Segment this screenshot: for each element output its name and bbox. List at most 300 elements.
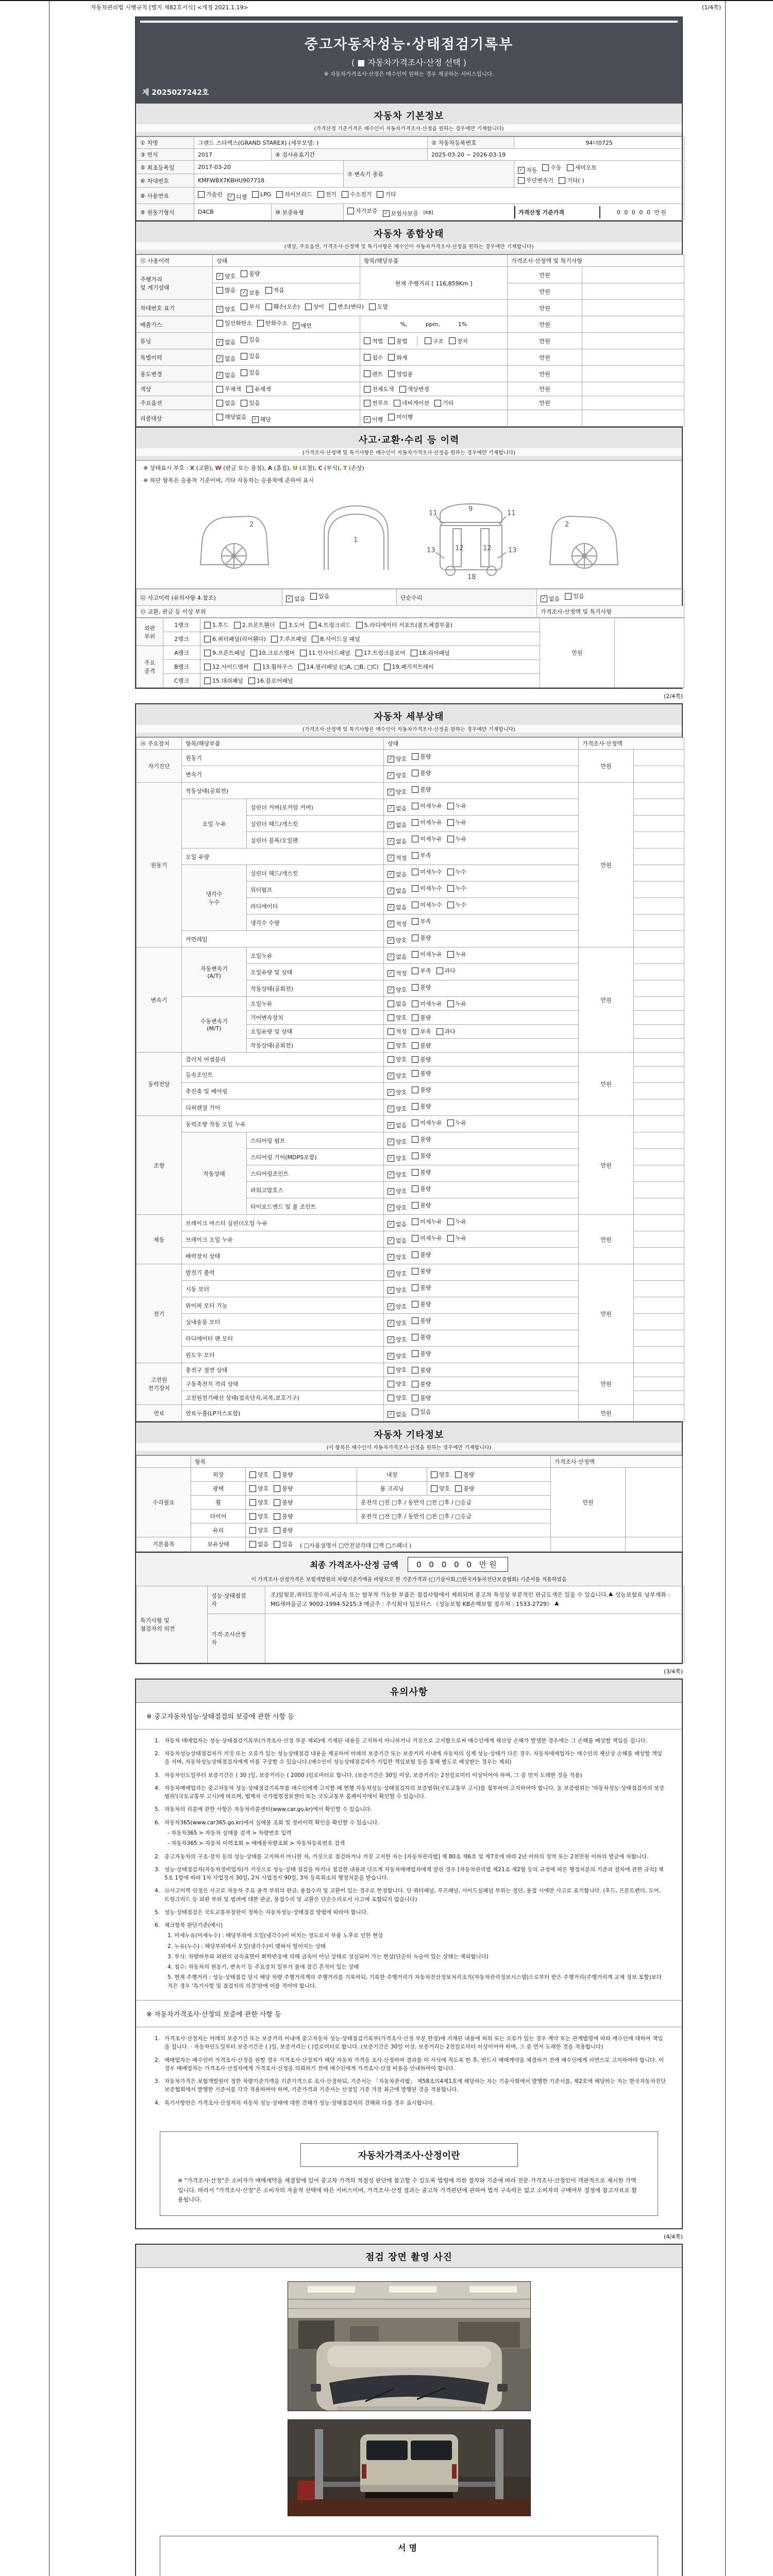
- checkbox-불량[interactable]: 불량: [412, 983, 431, 991]
- notice-item: 1. 자동차 매매업자는 성능·상태점검기록부(가격조사·산정 부분 제외)에 기재된 내용을 고지하지 아니하거나 거짓으로 고지함으로써 매수인에게 재산상 손해가 발생한 경우에는 그 손해를 배상할 책임을 집니다.: [154, 1737, 647, 1744]
- checkbox-불량[interactable]: 불량: [412, 1086, 431, 1094]
- checkbox-양호[interactable]: 양호: [388, 1041, 407, 1049]
- checkbox-미세누유[interactable]: 미세누유: [412, 950, 442, 958]
- checkbox-미세누수[interactable]: 미세누수: [412, 868, 442, 876]
- checkbox-양호[interactable]: 양호: [249, 1526, 268, 1534]
- checkbox-불량[interactable]: 불량: [241, 269, 260, 278]
- checkbox-7.루프패널[interactable]: 7.루프패널: [271, 635, 307, 643]
- checkbox-양호[interactable]: 양호: [431, 1484, 450, 1493]
- checkbox-기타[interactable]: 기타: [434, 399, 453, 407]
- svg-text:2: 2: [249, 521, 254, 529]
- checkbox-glyph: ✓: [388, 1139, 394, 1145]
- checkbox-양호[interactable]: ✓ 양호: [388, 1286, 407, 1294]
- checkbox-불량[interactable]: 불량: [412, 1013, 431, 1022]
- checkbox-glyph: [204, 650, 211, 656]
- checkbox-없음[interactable]: ✓ 없음: [286, 595, 305, 603]
- final-price-amount: 0 0 0 0 0 만원: [408, 1557, 508, 1572]
- checkbox-적정[interactable]: ✓ 적정: [388, 920, 407, 928]
- checkbox-glyph: [274, 1485, 280, 1492]
- checkbox-glyph: [305, 303, 312, 310]
- checkbox-양호[interactable]: 양호: [388, 1380, 407, 1388]
- checkbox-glyph: [399, 386, 406, 393]
- checkbox-미세누유[interactable]: 미세누유: [412, 802, 442, 810]
- basic-info-table: ① 차명 그랜드 스타렉스(GRAND STAREX) (세부모델: ) ② 자동차등록번호 94너0725 ③ 연식 2017 ④ 검사유효기간 2025-03-20 ~ 2026-03-19 ⑤ 최초등록일 2017-03-20 ⑦ 변속기 종류 ✓ 자동 수동 세미오토 무단변속기 기타( ) ⑥ 차대번호 KMFWBX7KBHU907718 ⑧ 사용연료 가솔린 ✓ 디젤 LPG 하이브리드 전기 수소전기 기타 ⑨ 원동기형식 D4CB ⑩ 보증유형 자가보증 ✓ 보험사보증 [KB] 가격산정 기준가격 0 0 0 0 0 만원: [136, 137, 684, 221]
- notice-item: 2. 매매업자는 매수인이 가격조사·산정을 원할 경우 가격조사·산정자가 해당 자동차 가격을 조사·산정하여 결과를 이 서식에 적도록 한 후, 반드시 매매계약을 체결하기 전에 매수인에게 서면으로 고지하여야 합니다. 이 경우 매매업자는 가격조사·산정자에게 가격조사·산정을 의뢰하기 전에 매수인에게 가격조사·산정 비용을 안내하여야 합니다.: [154, 2057, 664, 2072]
- checkbox-불량[interactable]: 불량: [412, 1041, 431, 1049]
- checkbox-탄화수소[interactable]: 탄화수소: [257, 319, 288, 327]
- checkbox-양호[interactable]: 양호: [388, 1013, 407, 1022]
- checkbox-glyph: [249, 1471, 256, 1478]
- checkbox-있음[interactable]: 있음: [241, 399, 260, 407]
- checkbox-glyph: [248, 677, 255, 684]
- checkbox-미세누수[interactable]: 미세누수: [412, 884, 442, 892]
- title-banner: [136, 18, 682, 85]
- checkbox-17.트렁크플로어[interactable]: 17.트렁크플로어: [356, 649, 406, 657]
- other-info-table: 항목 가격조사·산정액 수리필요 외장 양호 불량 내장 양호 불량 만원 광택 양호 불량 룸 크리닝 양호 불량 휠 양호 불량 운전석 □전 □후 / 동반석 □전 □후 / □응급 타이어 양호 불량 운전석 □전 □후 / 동반석 □전 □후 / □응급 유리 양호 불량 기본품목 보유상태 없음 있음 ( □사용설명서 □안전삼각대 □잭 □스패너 ): [136, 1455, 682, 1552]
- checkbox-glyph: [280, 622, 287, 629]
- checkbox-적정[interactable]: ✓ 적정: [388, 854, 407, 862]
- checkbox-양호[interactable]: 양호: [249, 1484, 268, 1493]
- checkbox-glyph: [241, 353, 247, 360]
- checkbox-없음[interactable]: ✓ 없음: [541, 595, 560, 603]
- section-band: 자동차 종합상태 (색상, 주요옵션, 가격조사·산정액 및 특기사항은 매수인이 자동차가격조사·산정을 원하는 경우에만 기재합니다): [136, 221, 682, 255]
- checkbox-glyph: [364, 370, 371, 377]
- checkbox-3.도어[interactable]: 3.도어: [280, 621, 305, 629]
- checkbox-glyph: [412, 1202, 418, 1209]
- checkbox-미세누유[interactable]: 미세누유: [412, 1234, 442, 1242]
- checkbox-불량[interactable]: 불량: [412, 1102, 431, 1110]
- checkbox-미세누유[interactable]: 미세누유: [412, 835, 442, 843]
- checkbox-불량[interactable]: 불량: [455, 1484, 474, 1493]
- checkbox-있음[interactable]: 있음: [565, 592, 584, 600]
- checkbox-glyph: [249, 1541, 256, 1548]
- checkbox-glyph: ✓: [388, 822, 394, 828]
- checkbox-양호[interactable]: ✓ 양호: [388, 1105, 407, 1113]
- checkbox-구조[interactable]: 구조: [425, 337, 444, 345]
- final-price-note: 이 가격조사·산정가격은 보험개발원의 차량기준가액을 바탕으로 한 기준가격과 (□기술사회,□한국자동차진단보증협회) 기준서를 적용하였음: [251, 1577, 567, 1583]
- checkbox-과다[interactable]: 과다: [436, 967, 456, 975]
- checkbox-glyph: [412, 1136, 418, 1143]
- checkbox-glyph: ✓: [388, 805, 394, 812]
- checkbox-미세누수[interactable]: 미세누수: [412, 901, 442, 909]
- checkbox-불량[interactable]: 불량: [412, 1380, 431, 1388]
- checkbox-있음[interactable]: 있음: [241, 335, 260, 344]
- checkbox-불량[interactable]: 불량: [412, 1267, 431, 1275]
- checkbox-glyph: [364, 386, 371, 393]
- checkbox-glyph: [447, 1001, 454, 1007]
- checkbox-19.패키지트레이[interactable]: 19.패키지트레이: [384, 663, 434, 671]
- checkbox-양호[interactable]: ✓ 양호: [216, 272, 236, 280]
- checkbox-미세누유[interactable]: 미세누유: [412, 999, 442, 1008]
- checkbox-양호[interactable]: 양호: [431, 1470, 450, 1479]
- checkbox-glyph: [241, 303, 247, 310]
- checkbox-영업용[interactable]: 영업용: [388, 370, 413, 378]
- checkbox-불량[interactable]: 불량: [455, 1470, 474, 1479]
- checkbox-없음[interactable]: ✓ 없음: [388, 1220, 407, 1228]
- checkbox-부족[interactable]: 부족: [412, 1027, 431, 1036]
- checkbox-없음[interactable]: ✓ 없음: [388, 903, 407, 911]
- notice-item: 6. 자동차365(www.car365.go.kr)에서 실매물 조회 및 정비이력 확인을 확인할 수 있습니다. - 자동차365 > 자동차 실매물 검색 > 차량번호 입력 - 자동차365 > 자동차 이력조회 > 매매용차량조회 > 자동차등록번호 검색: [154, 1819, 379, 1847]
- checkbox-glyph: ✓: [388, 1320, 394, 1327]
- checkbox-불량[interactable]: 불량: [412, 1184, 431, 1193]
- checkbox-15.대쉬패널[interactable]: 15.대쉬패널: [204, 676, 243, 685]
- detail-table: ⑭ 주요장치 항목/해당부품 상태 가격조사·산정액 자기진단 원동기 ✓ 양호 불량 만원 변속기 ✓ 양호 불량 원동기 작동상태(공회전) ✓ 양호 불량 만원 오일 누유 실린더 커버(로커암 커버) ✓ 없음 미세누유 누유 실린더 헤드/개스킷 ✓ 없음 미세누유 누유 실린더 블록/오일팬 ✓ 없음 미세누유 누유 오일 유량 ✓ 적정 부족 냉각수 누수 실린더 헤드/개스킷 ✓ 없음 미세누수 누수 워터펌프 ✓ 없음 미세누수 누수 라디에이터 ✓ 없음 미세누수 누수 냉각수 수량 ✓ 적정 부족 커먼레일 ✓ 양호 불량 변속기 자동변속기 (A/T) 오일누유 ✓ 없음 미세누유 누유 만원 오일유량 및 상태 ✓ 적정 부족 과다 작동상태(공회전) ✓ 양호 불량 수동변속기 (M/T) 오일누유 없음 미세누유 누유 기어변속장치 양호 불량 오일유량 및 상태 적정 부족 과다 작동상태(공회전) 양호 불량 동력전달 클러치 어셈블리 양호 불량 만원 등속조인트 ✓ 양호 불량 추진축 및 베어링 ✓ 양호 불량 디퍼렌셜 기어 ✓ 양호 불량 조향 동력조향 작동 오일 누유 ✓ 없음 미세누유 누유 만원 작동상태 스티어링 펌프 ✓ 양호 불량 스티어링 기어(MDPS포함) ✓ 양호 불량 스티어링조인트 ✓ 양호 불량 파워고압호스 ✓ 양호 불량 타이로드엔드 및 볼 조인트 ✓ 양호 불량 제동 브레이크 마스터 실린더오일 누유 ✓ 없음 미세누유 누유 만원 브레이크 오일 누유 ✓ 없음 미세누유 누유 배력장치 상태 ✓ 양호 불량 전기 발전기 출력 ✓ 양호 불량 만원 시동 모터 ✓ 양호 불량 와이퍼 모터 기능 ✓ 양호 불량 실내송풍 모터 ✓ 양호 불량 라디에이터 팬 모터 ✓ 양호 불량 윈도우 모터 ✓ 양호 불량 고전원 전기장치 충전구 절연 상태 양호 불량 만원 구동축전지 격리 상태 양호 불량 고전원전기배선 상태(접속단자,피복,보호기구) 양호 불량 연료 연료누출(LP가스포함) ✓ 없음 있음 만원: [136, 737, 684, 1421]
- checkbox-있음[interactable]: 있음: [241, 368, 260, 377]
- appraisal-definition-title: 자동차가격조사·산정이란: [300, 2143, 518, 2167]
- checkbox-기타[interactable]: 기타: [377, 190, 396, 198]
- checkbox-없음[interactable]: ✓ 없음: [388, 804, 407, 812]
- checkbox-glyph: [412, 1268, 418, 1275]
- page-number-1: (1/4쪽): [702, 4, 721, 11]
- checkbox-불량[interactable]: 불량: [412, 1201, 431, 1209]
- checkbox-glyph: [388, 1381, 394, 1387]
- checkbox-양호[interactable]: ✓ 양호: [388, 1072, 407, 1080]
- checkbox-썬루프[interactable]: 썬루프: [364, 399, 389, 407]
- checkbox-자동[interactable]: ✓ 자동: [518, 166, 537, 174]
- checkbox-glyph: [412, 1153, 418, 1159]
- checkbox-glyph: ✓: [388, 1106, 394, 1112]
- checkbox-양호[interactable]: ✓ 양호: [388, 755, 407, 763]
- checkbox-glyph: [249, 1499, 256, 1506]
- checkbox-누유[interactable]: 누유: [447, 1217, 466, 1226]
- checkbox-많음[interactable]: 많음: [216, 286, 236, 294]
- checkbox-변조(변타)[interactable]: 변조(변타): [329, 302, 364, 311]
- checkbox-glyph: [241, 336, 247, 343]
- checkbox-glyph: [388, 1056, 394, 1063]
- document-sheet: [49, 1, 726, 2576]
- checkbox-13.휠하우스[interactable]: 13.휠하우스: [254, 663, 293, 671]
- checkbox-불량[interactable]: 불량: [412, 1366, 431, 1374]
- checkbox-glyph: [455, 1485, 462, 1492]
- checkbox-6.쿼터패널(리어휀다)[interactable]: 6.쿼터패널(리어휀다): [204, 635, 266, 643]
- checkbox-없음[interactable]: ✓ 없음: [216, 371, 236, 379]
- signature-box[interactable]: [160, 2536, 658, 2576]
- form-body: [135, 16, 683, 2576]
- checkbox-2.프론트휀더[interactable]: 2.프론트휀더: [234, 621, 275, 629]
- checkbox-불량[interactable]: 불량: [412, 1135, 431, 1143]
- checkbox-없음[interactable]: ✓ 없음: [388, 1121, 407, 1129]
- inspection-photo-rear: [288, 2419, 531, 2516]
- page-number-3: (3/4쪽): [664, 1668, 683, 1675]
- checkbox-보험사보증[interactable]: ✓ 보험사보증: [383, 209, 418, 217]
- checkbox-도말[interactable]: 도말: [369, 302, 388, 311]
- checkbox-일산화탄소[interactable]: 일산화탄소: [216, 319, 252, 327]
- current-mileage: 현재 주행거리 [ 116,859Km ]: [360, 267, 508, 300]
- checkbox-양호[interactable]: 양호: [249, 1512, 268, 1520]
- checkbox-불량[interactable]: 불량: [412, 934, 431, 942]
- checkbox-glyph: [241, 400, 247, 406]
- page-3: [135, 1679, 683, 2229]
- checkbox-적법[interactable]: 적법: [364, 337, 383, 345]
- checkbox-양호[interactable]: ✓ 양호: [388, 1319, 407, 1327]
- checkbox-불량[interactable]: 불량: [412, 1250, 431, 1259]
- appraiser-remarks: [265, 1614, 684, 1663]
- page-number-4: (4/4쪽): [664, 2233, 683, 2240]
- checkbox-glyph: [204, 677, 211, 684]
- checkbox-부족[interactable]: 부족: [412, 851, 431, 859]
- checkbox-전기[interactable]: 전기: [317, 190, 337, 198]
- checkbox-12.사이드멤버[interactable]: 12.사이드멤버: [204, 663, 249, 671]
- checkbox-glyph: [567, 164, 574, 171]
- checkbox-있음[interactable]: 있음: [274, 1540, 293, 1548]
- checkbox-누유[interactable]: 누유: [447, 802, 466, 810]
- checkbox-glyph: [394, 400, 400, 406]
- checkbox-14.필러패널 (□A, □B, □C)[interactable]: 14.필러패널 (□A, □B, □C): [298, 663, 379, 671]
- checkbox-glyph: [252, 191, 259, 198]
- checkbox-전체도색[interactable]: 전체도색: [364, 385, 394, 393]
- checkbox-유채색[interactable]: 유채색: [246, 385, 271, 393]
- checkbox-부족[interactable]: 부족: [412, 967, 431, 975]
- checkbox-미세누유[interactable]: 미세누유: [412, 818, 442, 826]
- checkbox-불량[interactable]: 불량: [274, 1526, 293, 1534]
- checkbox-glyph: [249, 1513, 256, 1520]
- checkbox-10.크로스멤버[interactable]: 10.크로스멤버: [250, 649, 295, 657]
- checkbox-불량[interactable]: 불량: [412, 1349, 431, 1358]
- checkbox-glyph: ✓: [388, 1238, 394, 1244]
- checkbox-glyph: [412, 951, 418, 958]
- inspection-photo-front: [288, 2281, 531, 2411]
- checkbox-렌트[interactable]: 렌트: [364, 370, 383, 378]
- checkbox-glyph: [431, 1471, 438, 1478]
- checkbox-불법[interactable]: 불법: [388, 337, 407, 345]
- checkbox-glyph: [412, 1350, 418, 1357]
- checkbox-glyph: [274, 1471, 280, 1478]
- checkbox-없음[interactable]: 없음: [249, 1540, 268, 1548]
- checkbox-보통[interactable]: ✓ 보통: [241, 289, 260, 297]
- checkbox-glyph: [234, 622, 241, 629]
- checkbox-양호[interactable]: ✓ 양호: [388, 771, 407, 779]
- checkbox-불량[interactable]: 불량: [274, 1498, 293, 1506]
- checkbox-1.후드[interactable]: 1.후드: [204, 621, 229, 629]
- checkbox-무단변속기[interactable]: 무단변속기: [518, 176, 553, 184]
- checkbox-불량[interactable]: 불량: [412, 1151, 431, 1160]
- checkbox-디젤[interactable]: ✓ 디젤: [228, 193, 247, 201]
- checkbox-5.라디에이터 서포트(볼트체결부품)[interactable]: 5.라디에이터 서포트(볼트체결부품): [356, 621, 452, 629]
- checkbox-glyph: [412, 1235, 418, 1242]
- checkbox-양호[interactable]: 양호: [249, 1498, 268, 1506]
- svg-text:2: 2: [564, 521, 569, 529]
- checkbox-누유[interactable]: 누유: [447, 1118, 466, 1127]
- checkbox-불량[interactable]: 불량: [412, 1394, 431, 1402]
- checkbox-glyph: [257, 320, 264, 327]
- checkbox-양호[interactable]: ✓ 양호: [388, 1171, 407, 1179]
- checkbox-화재[interactable]: 화재: [388, 353, 407, 362]
- checkbox-양호[interactable]: ✓ 양호: [388, 1269, 407, 1278]
- checkbox-4.트렁크리드[interactable]: 4.트렁크리드: [310, 621, 351, 629]
- checkbox-해당없음[interactable]: 해당없음: [216, 413, 247, 421]
- price-appraisal-option: ( ■ 자동차가격조사·산정 선택 ): [351, 58, 467, 67]
- status-code-legend: ※ 상태표시 부호 : X (교환), W (판금 또는 용접), A (흠집), U (요철), C (부식), T (손상): [143, 465, 364, 471]
- checkbox-해당[interactable]: ✓ 해당: [252, 415, 271, 423]
- checkbox-16.플로어패널[interactable]: 16.플로어패널: [248, 676, 293, 685]
- section-band: 자동차 세부상태 (가격조사·산정액 및 특기사항은 매수인이 자동차가격조사·산정을 원하는 경우에만 기재합니다): [136, 704, 682, 737]
- checkbox-양호[interactable]: 양호: [388, 1055, 407, 1063]
- checkbox-양호[interactable]: ✓ 양호: [388, 986, 407, 994]
- checkbox-없음[interactable]: 없음: [216, 399, 236, 407]
- checkbox-불량[interactable]: 불량: [412, 1283, 431, 1292]
- checkbox-누유[interactable]: 누유: [447, 818, 466, 826]
- checkbox-glyph: [216, 400, 223, 406]
- checkbox-glyph: ✓: [388, 1205, 394, 1211]
- checkbox-없음[interactable]: ✓ 없음: [388, 887, 407, 895]
- checkbox-불량[interactable]: 불량: [412, 1316, 431, 1325]
- checkbox-glyph: [455, 1471, 462, 1478]
- checkbox-양호[interactable]: ✓ 양호: [388, 1187, 407, 1195]
- checkbox-18.리어패널[interactable]: 18.리어패널: [411, 649, 450, 657]
- checkbox-기타( )[interactable]: 기타( ): [559, 176, 584, 184]
- checkbox-불량[interactable]: 불량: [412, 1168, 431, 1176]
- checkbox-양호[interactable]: ✓ 양호: [388, 788, 407, 796]
- checkbox-불량[interactable]: 불량: [412, 1069, 431, 1077]
- checkbox-매연[interactable]: ✓ 매연: [293, 321, 312, 330]
- checkbox-양호[interactable]: ✓ 양호: [388, 1204, 407, 1212]
- checkbox-양호[interactable]: 양호: [388, 1366, 407, 1374]
- svg-text:13: 13: [508, 547, 517, 554]
- checkbox-부식[interactable]: 부식: [241, 302, 260, 311]
- checkbox-있음[interactable]: 있음: [310, 592, 329, 600]
- checkbox-glyph: [412, 1395, 418, 1401]
- checkbox-있음[interactable]: 있음: [241, 352, 260, 360]
- checkbox-양호[interactable]: ✓ 양호: [388, 1138, 407, 1146]
- checkbox-glyph: [388, 414, 395, 420]
- checkbox-glyph: [342, 191, 348, 198]
- checkbox-양호[interactable]: ✓ 양호: [388, 1253, 407, 1261]
- checkbox-양호[interactable]: ✓ 양호: [388, 1335, 407, 1344]
- checkbox-수동[interactable]: 수동: [542, 163, 561, 172]
- checkbox-수소전기[interactable]: 수소전기: [342, 190, 372, 198]
- checkbox-적정[interactable]: 적정: [388, 1027, 407, 1036]
- checkbox-불량[interactable]: 불량: [412, 752, 431, 760]
- checkbox-불량[interactable]: 불량: [412, 785, 431, 793]
- section-band: 유의사항: [136, 1680, 682, 1703]
- checkbox-glyph: [356, 622, 363, 629]
- checkbox-glyph: ✓: [388, 1287, 394, 1294]
- checkbox-glyph: [377, 191, 383, 198]
- checkbox-과다[interactable]: 과다: [436, 1027, 456, 1036]
- checkbox-없음[interactable]: ✓ 없음: [388, 1236, 407, 1245]
- checkbox-11.인사이드패널[interactable]: 11.인사이드패널: [300, 649, 350, 657]
- checkbox-누유[interactable]: 누유: [447, 950, 466, 958]
- checkbox-glyph: [412, 918, 418, 925]
- checkbox-양호[interactable]: ✓ 양호: [388, 1154, 407, 1162]
- checkbox-glyph: [447, 951, 454, 958]
- checkbox-glyph: [412, 1120, 418, 1126]
- checkbox-상이[interactable]: 상이: [305, 302, 324, 311]
- checkbox-glyph: [449, 337, 456, 344]
- checkbox-세미오토[interactable]: 세미오토: [567, 163, 597, 172]
- checkbox-가솔린[interactable]: 가솔린: [198, 190, 223, 198]
- checkbox-장치[interactable]: 장치: [449, 337, 468, 345]
- checkbox-누수[interactable]: 누수: [447, 884, 466, 892]
- checkbox-9.프론트패널[interactable]: 9.프론트패널: [204, 649, 245, 657]
- checkbox-불량[interactable]: 불량: [274, 1470, 293, 1479]
- notice-item: 4. 자동차매매업자는 중고자동차 성능·상태점검기록부를 매수인에게 고지할 때 현행 자동차성능·상태점검자의 보증범위(국토교통부 고시)를 첨부하여 고지하여야 합니다. 동 보증범위는 '자동차성능·상태점검자의 보증범위'(국토교통부 고시)에 따르며, 법제처 국가법령정보센터 또는 국토교통부 홈페이지에서 확인할 수 있습니다.: [154, 1785, 665, 1800]
- section-band: 자동차 기타정보 (이 항목은 매수인이 자동차가격조사·산정을 원하는 경우에만 기재합니다): [136, 1421, 682, 1455]
- rank-table: 외판 부위 1랭크 1.후드 2.프론트휀더 3.도어 4.트렁크리드 5.라디에이터 서포트(볼트체결부품) 만원 2랭크 6.쿼터패널(리어휀다) 7.루프패널 8.사이드실 패널 주요 골격 A랭크 9.프론트패널 10.크로스멤버 11.인사이드패널 17.트렁크플로어 18.리어패널 B랭크 12.사이드멤버 13.휠하우스 14.필러패널 (□A, □B, □C) 19.패키지트레이 C랭크 15.대쉬패널 16.플로어패널: [136, 618, 684, 688]
- checkbox-glyph: ✓: [216, 355, 223, 362]
- checkbox-양호[interactable]: ✓ 양호: [388, 1302, 407, 1311]
- checkbox-없음[interactable]: ✓ 없음: [388, 953, 407, 961]
- checkbox-미세누유[interactable]: 미세누유: [412, 1217, 442, 1226]
- document-number: 제 2025027242호: [136, 85, 682, 104]
- checkbox-불량[interactable]: 불량: [412, 1300, 431, 1308]
- checkbox-미세누유[interactable]: 미세누유: [412, 1118, 442, 1127]
- checkbox-훼손(오손)[interactable]: 훼손(오손): [265, 302, 300, 311]
- checkbox-glyph: [388, 354, 395, 361]
- checkbox-glyph: [364, 354, 371, 361]
- checkbox-누유[interactable]: 누유: [447, 1234, 466, 1242]
- svg-text:11: 11: [507, 510, 516, 517]
- checkbox-없음[interactable]: 없음: [388, 999, 407, 1008]
- diagram-note: ※ 하단 항목은 승용차 기준이며, 기타 자동차는 승용차에 준하여 표시: [143, 477, 314, 484]
- checkbox-침수[interactable]: 침수: [364, 353, 383, 362]
- checkbox-없음[interactable]: ✓ 없음: [388, 1410, 407, 1418]
- checkbox-불량[interactable]: 불량: [412, 1055, 431, 1063]
- checkbox-양호[interactable]: ✓ 양호: [388, 936, 407, 944]
- checkbox-glyph: [254, 664, 261, 670]
- checkbox-glyph: [412, 984, 418, 991]
- checkbox-불량[interactable]: 불량: [274, 1484, 293, 1493]
- checkbox-glyph: [412, 935, 418, 941]
- checkbox-누유[interactable]: 누유: [447, 835, 466, 843]
- checkbox-glyph: [412, 836, 418, 842]
- checkbox-없음[interactable]: ✓ 없음: [388, 870, 407, 878]
- checkbox-양호[interactable]: 양호: [388, 1394, 407, 1402]
- checkbox-적음[interactable]: 적음: [265, 286, 284, 294]
- checkbox-자가보증[interactable]: 자가보증: [347, 207, 378, 215]
- checkbox-glyph: ✓: [388, 937, 394, 944]
- checkbox-부족[interactable]: 부족: [412, 917, 431, 925]
- checkbox-적정[interactable]: ✓ 적정: [388, 969, 407, 977]
- checkbox-누유[interactable]: 누유: [447, 999, 466, 1008]
- checkbox-glyph: [364, 400, 371, 406]
- checkbox-양호[interactable]: 양호: [249, 1470, 268, 1479]
- checkbox-불량[interactable]: 불량: [412, 1333, 431, 1341]
- checkbox-색상변경[interactable]: 색상변경: [399, 385, 430, 393]
- checkbox-glyph: ✓: [388, 1303, 394, 1310]
- checkbox-불량[interactable]: 불량: [274, 1512, 293, 1520]
- checkbox-누수[interactable]: 누수: [447, 901, 466, 909]
- checkbox-glyph: [250, 650, 257, 656]
- checkbox-glyph: [565, 593, 572, 600]
- checkbox-glyph: [388, 337, 395, 344]
- checkbox-glyph: [412, 1251, 418, 1258]
- checkbox-없음[interactable]: ✓ 없음: [216, 354, 236, 363]
- checkbox-이행[interactable]: ✓ 이행: [364, 415, 383, 423]
- checkbox-불량[interactable]: 불량: [412, 769, 431, 777]
- checkbox-glyph: ✓: [388, 954, 394, 960]
- checkbox-누수[interactable]: 누수: [447, 868, 466, 876]
- checkbox-양호[interactable]: ✓ 양호: [388, 1352, 407, 1360]
- checkbox-glyph: [447, 869, 454, 875]
- checkbox-glyph: ✓: [388, 1155, 394, 1162]
- checkbox-없음[interactable]: ✓ 없음: [388, 837, 407, 845]
- checkbox-미이행[interactable]: 미이행: [388, 413, 413, 421]
- checkbox-양호[interactable]: ✓ 양호: [216, 305, 236, 313]
- checkbox-glyph: ✓: [293, 323, 299, 329]
- checkbox-하이브리드[interactable]: 하이브리드: [276, 190, 312, 198]
- checkbox-있음[interactable]: 있음: [412, 1408, 431, 1416]
- checkbox-네비게이션[interactable]: 네비게이션: [394, 399, 429, 407]
- checkbox-8.사이드실 패널[interactable]: 8.사이드실 패널: [312, 635, 360, 643]
- checkbox-없음[interactable]: ✓ 없음: [216, 338, 236, 346]
- checkbox-LPG[interactable]: LPG: [252, 191, 271, 198]
- checkbox-없음[interactable]: ✓ 없음: [388, 821, 407, 829]
- checkbox-glyph: [412, 1028, 418, 1035]
- checkbox-양호[interactable]: ✓ 양호: [388, 1088, 407, 1096]
- checkbox-glyph: [447, 902, 454, 908]
- checkbox-무채색[interactable]: 무채색: [216, 385, 241, 393]
